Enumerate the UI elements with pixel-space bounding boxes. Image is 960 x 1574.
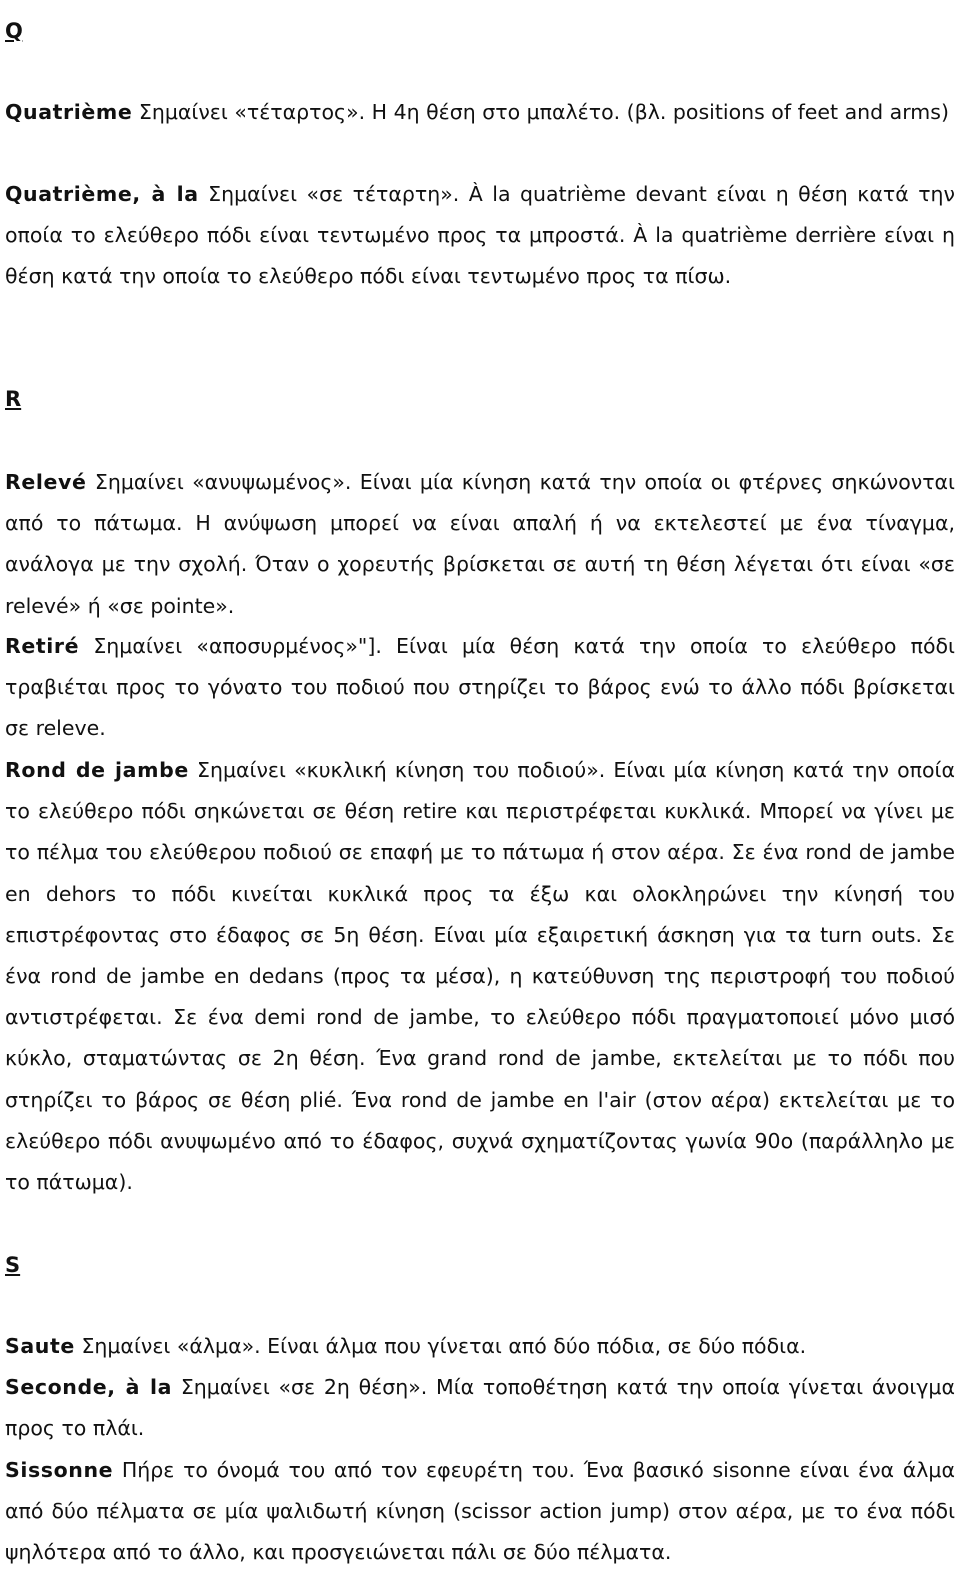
glossary-entry xyxy=(5,750,955,1203)
section-letter-q: Q xyxy=(5,19,23,43)
entry-definition: Σημαίνει «ανυψωμένος». Είναι μία κίνηση κατά την οποία οι φτέρνες σηκώνονται από το πάτωμα. Η ανύψωση μπορεί να είναι απαλή ή να εκτελεστεί με ένα τίναγμα, ανάλογα με την σχολή. Όταν ο χορευτής βρίσκεται σε αυτή τη θέση λέγεται ότι είναι «σε relevé» ή «σε pointe». xyxy=(5,470,955,618)
entry-term: Retiré xyxy=(5,634,80,658)
entry-definition: Πήρε το όνομά του από τον εφευρέτη του. Ένα βασικό sisonne είναι ένα άλμα από δύο πέλματα σε μία ψαλιδωτή κίνηση (scissor action jump) στον αέρα, με το ένα πόδι ψηλότερα από το άλλο, και προσγειώνεται πάλι σε δύο πέλματα. xyxy=(5,1458,955,1565)
entry-term: Rond de jambe xyxy=(5,758,189,782)
entry-definition: Σημαίνει «σε 2η θέση». Μία τοποθέτηση κατά την οποία γίνεται άνοιγμα προς το πλάι. xyxy=(5,1375,955,1441)
section-letter-s: S xyxy=(5,1253,21,1277)
entry-term: Relevé xyxy=(5,470,87,494)
entry-term: Sissonne xyxy=(5,1458,114,1482)
entry-definition: Σημαίνει «τέταρτος». Η 4η θέση στο μπαλέτο. (βλ. positions of feet and arms) xyxy=(138,100,949,124)
glossary-entry xyxy=(5,1367,955,1449)
entry-term: Quatrième xyxy=(5,100,133,124)
entry-term: Quatrième, à la xyxy=(5,182,199,206)
entry-definition: Σημαίνει «σε τέταρτη». À la quatrième devant είναι η θέση κατά την οποία το ελεύθερο πόδι είναι τεντωμένο προς τα μπροστά. À la quatrième derrière είναι η θέση κατά την οποία το ελεύθερο πόδι είναι τεντωμένο προς τα πίσω. xyxy=(5,182,955,289)
glossary-entry xyxy=(5,92,955,133)
glossary-entry xyxy=(5,1326,955,1367)
glossary-entry xyxy=(5,626,955,750)
entry-definition: Σημαίνει «άλμα». Είναι άλμα που γίνεται από δύο πόδια, σε δύο πόδια. xyxy=(81,1334,807,1358)
entry-definition: Σημαίνει «αποσυρμένος»"]. Είναι μία θέση κατά την οποία το ελεύθερο πόδι τραβιέται προς το γόνατο του ποδιού που στηρίζει το βάρος ενώ το άλλο πόδι βρίσκεται σε releve. xyxy=(5,634,955,741)
entry-definition: Σημαίνει «κυκλική κίνηση του ποδιού». Είναι μία κίνηση κατά την οποία το ελεύθερο πόδι σηκώνεται σε θέση retire και περιστρέφεται κυκλικά. Μπορεί να γίνει με το πέλμα του ελεύθερου ποδιού σε επαφή με το πάτωμα ή στον αέρα. Σε ένα rond de jambe en dehors το πόδι κινείται κυκλικά προς τα έξω και ολοκληρώνει την κίνησή του επιστρέφοντας στο έδαφος σε 5η θέση. Είναι μία εξαιρετική άσκηση για τα turn outs. Σε ένα rond de jambe en dedans (προς τα μέσα), η κατεύθυνση της περιστροφή του ποδιού αντιστρέφεται. Σε ένα demi rond de jambe, το ελεύθερο πόδι πραγματοποιεί μόνο μισό κύκλο, σταματώντας σε 2η θέση. Ένα grand rond de jambe, εκτελείται με το πόδι που στηρίζει το βάρος σε θέση plié. Ένα rond de jambe en l'air (στον αέρα) εκτελείται με το ελεύθερο πόδι ανυψωμένο από το έδαφος, συχνά σχηματίζοντας γωνία 90ο (παράλληλο με το πάτωμα). xyxy=(5,758,955,1195)
entry-term: Saute xyxy=(5,1334,75,1358)
glossary-entry xyxy=(5,174,955,298)
section-letter-r: R xyxy=(5,387,22,411)
glossary-entry xyxy=(5,1450,955,1574)
entry-term: Seconde, à la xyxy=(5,1375,173,1399)
glossary-entry xyxy=(5,462,955,627)
